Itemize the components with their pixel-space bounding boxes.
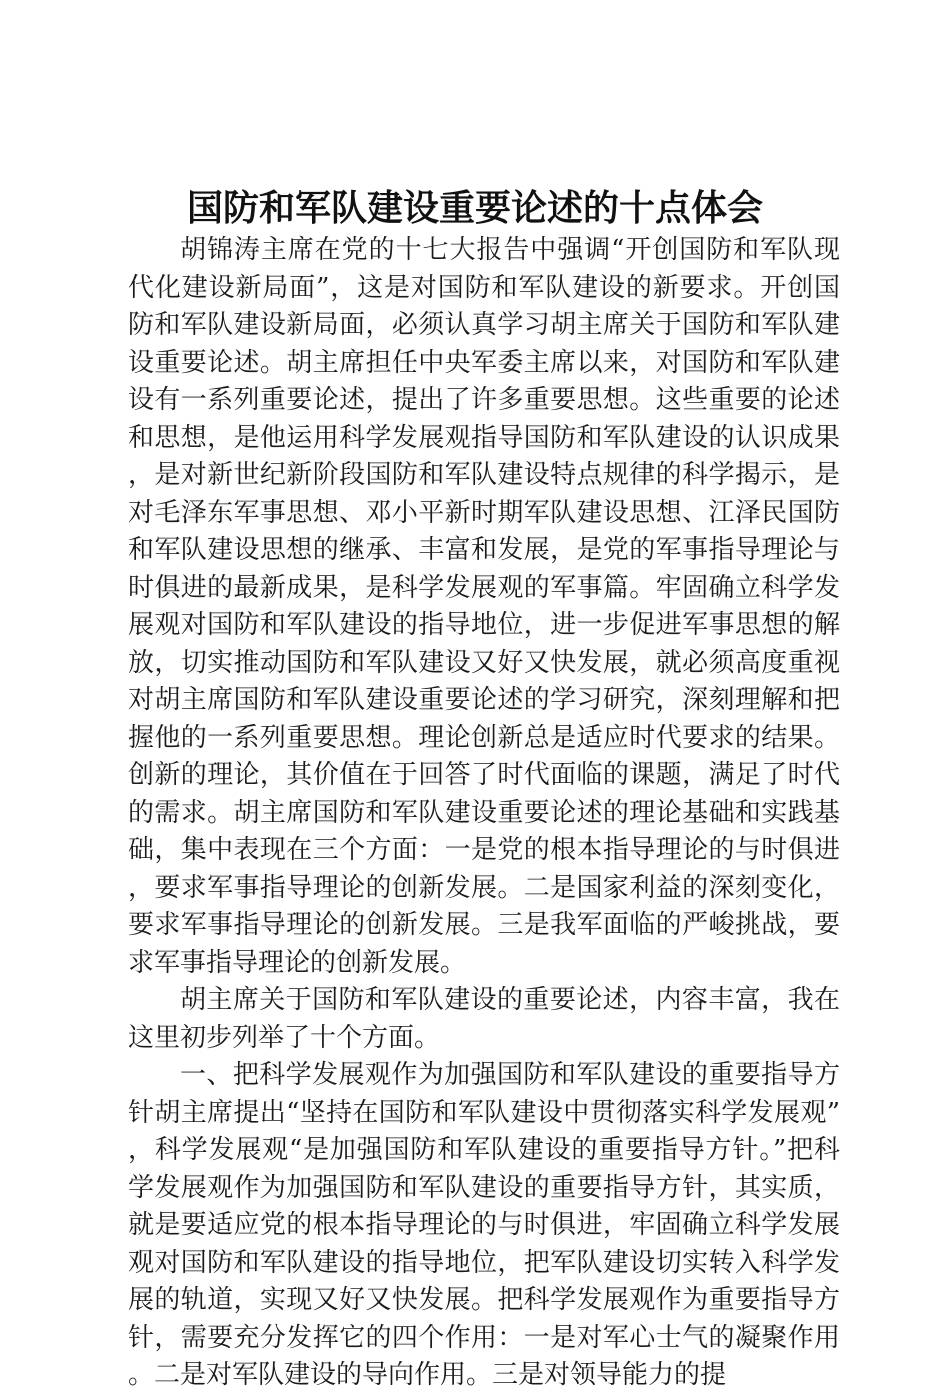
document-title: 国防和军队建设重要论述的十点体会 [186, 187, 763, 229]
paragraph-3: 一、把科学发展观作为加强国防和军队建设的重要指导方针胡主席提出“坚持在国防和军队建设中贯彻落实科学发展观”，科学发展观“是加强国防和军队建设的重要指导方针。”把科学发展观作为加强国防和军队建设的重要指导方针，其实质，就是要适应党的根本指导理论的与时俱进，牢固确立科学发展观对国防和军队建设的指导地位，把军队建设切实转入科学发展的轨道，实现又好又快发展。把科学发展观作为重要指导方针，需要充分发挥它的四个作用：一是对军心士气的凝聚作用。二是对军队建设的导向作用。三是对领导能力的提 [128, 1060, 840, 1390]
document-body [128, 232, 840, 1395]
paragraph-1: 胡锦涛主席在党的十七大报告中强调“开创国防和军队现代化建设新局面”，这是对国防和军队建设的新要求。开创国防和军队建设新局面，必须认真学习胡主席关于国防和军队建设重要论述。胡主席担任中央军委主席以来，对国防和军队建设有一系列重要论述，提出了许多重要思想。这些重要的论述和思想，是他运用科学发展观指导国防和军队建设的认识成果，是对新世纪新阶段国防和军队建设特点规律的科学揭示，是对毛泽东军事思想、邓小平新时期军队建设思想、江泽民国防和军队建设思想的继承、丰富和发展，是党的军事指导理论与时俱进的最新成果，是科学发展观的军事篇。牢固确立科学发展观对国防和军队建设的指导地位，进一步促进军事思想的解放，切实推动国防和军队建设又好又快发展，就必须高度重视对胡主席国防和军队建设重要论述的学习研究，深刻理解和把握他的一系列重要思想。理论创新总是适应时代要求的结果。创新的理论，其价值在于回答了时代面临的课题，满足了时代的需求。胡主席国防和军队建设重要论述的理论基础和实践基础，集中表现在三个方面：一是党的根本指导理论的与时俱进，要求军事指导理论的创新发展。二是国家利益的深刻变化，要求军事指导理论的创新发展。三是我军面临的严峻挑战，要求军事指导理论的创新发展。 [128, 235, 840, 978]
paragraph-2: 胡主席关于国防和军队建设的重要论述，内容丰富，我在这里初步列举了十个方面。 [128, 985, 840, 1053]
